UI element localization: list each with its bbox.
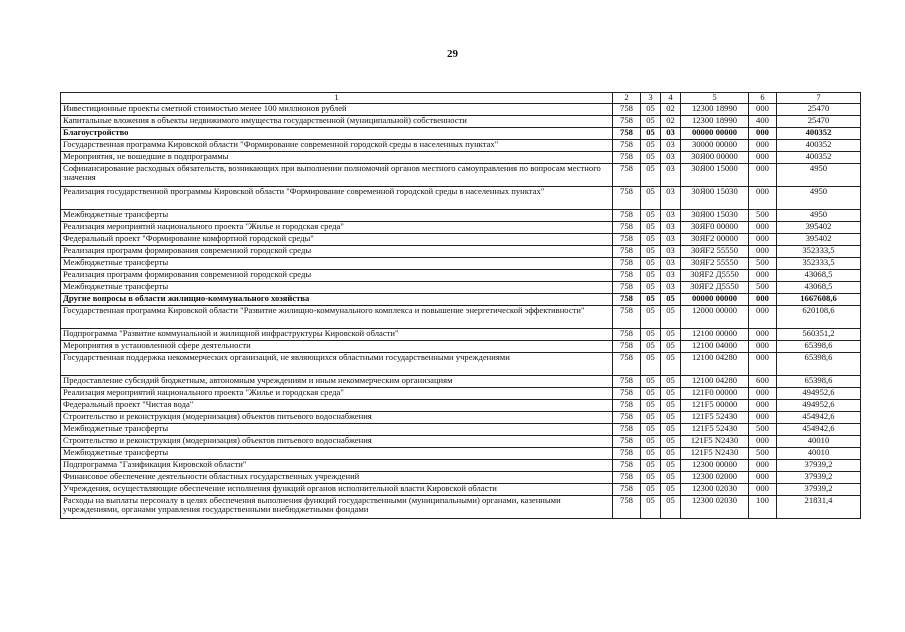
table-row <box>61 233 861 245</box>
row-subsection-code: 02 <box>661 103 681 115</box>
row-target-code: 12100 04000 <box>681 340 749 352</box>
row-section-code: 05 <box>641 423 661 435</box>
row-amount: 43068,5 <box>777 281 861 293</box>
row-name: Финансовое обеспечение деятельности областных государственных учреждений <box>61 471 613 483</box>
row-section-code: 05 <box>641 375 661 387</box>
row-ministry-code: 758 <box>613 245 641 257</box>
row-ministry-code: 758 <box>613 103 641 115</box>
row-section-code: 05 <box>641 387 661 399</box>
row-expense-type-code: 000 <box>749 435 777 447</box>
row-section-code: 05 <box>641 209 661 221</box>
header-col-4: 4 <box>661 93 681 104</box>
row-expense-type-code: 000 <box>749 151 777 163</box>
row-subsection-code: 03 <box>661 233 681 245</box>
row-section-code: 05 <box>641 245 661 257</box>
row-ministry-code: 758 <box>613 209 641 221</box>
row-section-code: 05 <box>641 139 661 151</box>
row-ministry-code: 758 <box>613 151 641 163</box>
row-subsection-code: 05 <box>661 483 681 495</box>
row-subsection-code: 05 <box>661 471 681 483</box>
row-name: Софинансирование расходных обязательств, возникающих при выполнении полномочий органов местного самоуправления по вопросам местного значения <box>61 163 613 186</box>
row-name: Подпрограмма "Развитие коммунальной и жилищной инфраструктуры Кировской области" <box>61 328 613 340</box>
row-subsection-code: 05 <box>661 375 681 387</box>
row-target-code: 12300 02030 <box>681 495 749 518</box>
row-amount: 400352 <box>777 127 861 139</box>
row-subsection-code: 03 <box>661 139 681 151</box>
row-subsection-code: 05 <box>661 340 681 352</box>
row-expense-type-code: 500 <box>749 281 777 293</box>
table-row <box>61 163 861 186</box>
row-amount: 395402 <box>777 233 861 245</box>
row-expense-type-code: 000 <box>749 293 777 305</box>
row-name: Межбюджетные трансферты <box>61 257 613 269</box>
row-section-code: 05 <box>641 151 661 163</box>
row-target-code: 30ЯF2 Д5550 <box>681 281 749 293</box>
row-target-code: 30ЯF2 55550 <box>681 245 749 257</box>
table-row <box>61 340 861 352</box>
row-name: Учреждения, осуществляющие обеспечение исполнения функций органов исполнительной власти Кировской области <box>61 483 613 495</box>
row-expense-type-code: 500 <box>749 209 777 221</box>
row-ministry-code: 758 <box>613 233 641 245</box>
row-name: Благоустройство <box>61 127 613 139</box>
row-amount: 25470 <box>777 115 861 127</box>
row-subsection-code: 03 <box>661 257 681 269</box>
header-col-7: 7 <box>777 93 861 104</box>
row-section-code: 05 <box>641 103 661 115</box>
row-ministry-code: 758 <box>613 269 641 281</box>
row-expense-type-code: 000 <box>749 352 777 375</box>
table-row <box>61 352 861 375</box>
row-section-code: 05 <box>641 127 661 139</box>
table-row <box>61 103 861 115</box>
row-section-code: 05 <box>641 257 661 269</box>
row-target-code: 121F5 N2430 <box>681 447 749 459</box>
row-subsection-code: 05 <box>661 423 681 435</box>
row-subsection-code: 03 <box>661 186 681 209</box>
row-subsection-code: 03 <box>661 221 681 233</box>
row-amount: 25470 <box>777 103 861 115</box>
table-row <box>61 115 861 127</box>
row-amount: 400352 <box>777 151 861 163</box>
row-name: Другие вопросы в области жилищно-коммунального хозяйства <box>61 293 613 305</box>
row-ministry-code: 758 <box>613 423 641 435</box>
table-row <box>61 305 861 328</box>
row-expense-type-code: 000 <box>749 483 777 495</box>
row-amount: 494952,6 <box>777 399 861 411</box>
row-section-code: 05 <box>641 352 661 375</box>
row-expense-type-code: 000 <box>749 163 777 186</box>
row-subsection-code: 03 <box>661 281 681 293</box>
table-row <box>61 281 861 293</box>
row-name: Мероприятия, не вошедшие в подпрограммы <box>61 151 613 163</box>
row-target-code: 121F5 52430 <box>681 411 749 423</box>
row-expense-type-code: 000 <box>749 399 777 411</box>
row-section-code: 05 <box>641 471 661 483</box>
row-target-code: 00000 00000 <box>681 127 749 139</box>
row-expense-type-code: 000 <box>749 221 777 233</box>
row-name: Государственная поддержка некоммерческих организаций, не являющихся областными государственными учреждениями <box>61 352 613 375</box>
row-subsection-code: 05 <box>661 495 681 518</box>
table-row <box>61 328 861 340</box>
row-target-code: 12100 04280 <box>681 375 749 387</box>
row-ministry-code: 758 <box>613 340 641 352</box>
row-subsection-code: 05 <box>661 411 681 423</box>
row-name: Межбюджетные трансферты <box>61 209 613 221</box>
row-expense-type-code: 000 <box>749 103 777 115</box>
row-ministry-code: 758 <box>613 305 641 328</box>
table-row <box>61 269 861 281</box>
row-name: Реализация мероприятий национального проекта "Жилье и городская среда" <box>61 387 613 399</box>
row-subsection-code: 03 <box>661 245 681 257</box>
row-target-code: 12000 00000 <box>681 305 749 328</box>
row-expense-type-code: 000 <box>749 305 777 328</box>
row-expense-type-code: 100 <box>749 495 777 518</box>
row-name: Федеральный проект "Формирование комфортной городской среды" <box>61 233 613 245</box>
row-ministry-code: 758 <box>613 411 641 423</box>
row-ministry-code: 758 <box>613 471 641 483</box>
row-section-code: 05 <box>641 115 661 127</box>
row-ministry-code: 758 <box>613 328 641 340</box>
row-target-code: 121F5 52430 <box>681 423 749 435</box>
table-row <box>61 151 861 163</box>
row-ministry-code: 758 <box>613 375 641 387</box>
row-amount: 494952,6 <box>777 387 861 399</box>
table-body <box>61 103 861 518</box>
row-ministry-code: 758 <box>613 495 641 518</box>
row-section-code: 05 <box>641 281 661 293</box>
row-amount: 4950 <box>777 163 861 186</box>
row-name: Строительство и реконструкция (модернизация) объектов питьевого водоснабжения <box>61 435 613 447</box>
row-name: Инвестиционные проекты сметной стоимостью менее 100 миллионов рублей <box>61 103 613 115</box>
row-expense-type-code: 000 <box>749 139 777 151</box>
row-ministry-code: 758 <box>613 435 641 447</box>
row-target-code: 121F5 N2430 <box>681 435 749 447</box>
row-expense-type-code: 000 <box>749 471 777 483</box>
row-section-code: 05 <box>641 340 661 352</box>
row-name: Межбюджетные трансферты <box>61 281 613 293</box>
header-col-1: 1 <box>61 93 613 104</box>
row-name: Межбюджетные трансферты <box>61 423 613 435</box>
row-target-code: 12300 02030 <box>681 483 749 495</box>
row-amount: 4950 <box>777 209 861 221</box>
row-subsection-code: 05 <box>661 387 681 399</box>
row-expense-type-code: 000 <box>749 269 777 281</box>
row-amount: 352333,5 <box>777 245 861 257</box>
row-amount: 352333,5 <box>777 257 861 269</box>
row-name: Капитальные вложения в объекты недвижимого имущества государственной (муниципальной) собственности <box>61 115 613 127</box>
row-expense-type-code: 000 <box>749 340 777 352</box>
row-name: Межбюджетные трансферты <box>61 447 613 459</box>
row-subsection-code: 03 <box>661 269 681 281</box>
row-section-code: 05 <box>641 483 661 495</box>
row-name: Федеральный проект "Чистая вода" <box>61 399 613 411</box>
table-row <box>61 471 861 483</box>
row-ministry-code: 758 <box>613 387 641 399</box>
row-target-code: 30ЯF2 00000 <box>681 233 749 245</box>
row-subsection-code: 03 <box>661 209 681 221</box>
row-subsection-code: 05 <box>661 328 681 340</box>
table-row <box>61 387 861 399</box>
row-subsection-code: 03 <box>661 151 681 163</box>
table-row <box>61 435 861 447</box>
row-ministry-code: 758 <box>613 163 641 186</box>
table-row <box>61 495 861 518</box>
page-number: 29 <box>447 48 458 60</box>
row-amount: 65398,6 <box>777 375 861 387</box>
row-ministry-code: 758 <box>613 221 641 233</box>
row-amount: 620108,6 <box>777 305 861 328</box>
row-section-code: 05 <box>641 293 661 305</box>
row-target-code: 30ЯF2 55550 <box>681 257 749 269</box>
row-expense-type-code: 000 <box>749 459 777 471</box>
row-amount: 4950 <box>777 186 861 209</box>
row-subsection-code: 03 <box>661 127 681 139</box>
row-amount: 400352 <box>777 139 861 151</box>
row-name: Предоставление субсидий бюджетным, автономным учреждениям и иным некоммерческим организациям <box>61 375 613 387</box>
row-amount: 40010 <box>777 447 861 459</box>
row-amount: 395402 <box>777 221 861 233</box>
table-row <box>61 459 861 471</box>
row-expense-type-code: 000 <box>749 328 777 340</box>
row-subsection-code: 05 <box>661 293 681 305</box>
row-amount: 37939,2 <box>777 459 861 471</box>
row-subsection-code: 05 <box>661 447 681 459</box>
row-section-code: 05 <box>641 269 661 281</box>
row-target-code: 12300 18990 <box>681 103 749 115</box>
row-amount: 454942,6 <box>777 411 861 423</box>
header-col-3: 3 <box>641 93 661 104</box>
table-row <box>61 209 861 221</box>
row-name: Реализация мероприятий национального проекта "Жилье и городская среда" <box>61 221 613 233</box>
row-expense-type-code: 000 <box>749 387 777 399</box>
row-ministry-code: 758 <box>613 399 641 411</box>
header-row <box>61 93 861 104</box>
row-ministry-code: 758 <box>613 483 641 495</box>
row-target-code: 12100 04280 <box>681 352 749 375</box>
table-row <box>61 186 861 209</box>
table-row <box>61 293 861 305</box>
row-section-code: 05 <box>641 447 661 459</box>
row-section-code: 05 <box>641 221 661 233</box>
table-row <box>61 139 861 151</box>
row-expense-type-code: 600 <box>749 375 777 387</box>
row-name: Расходы на выплаты персоналу в целях обеспечения выполнения функций государственными (муниципальными) органами, казенными учреждениями, органами управления государственными внебюджетными фондами <box>61 495 613 518</box>
row-ministry-code: 758 <box>613 459 641 471</box>
row-name: Реализация государственной программы Кировской области "Формирование современной городской среды в населенных пунктах" <box>61 186 613 209</box>
row-amount: 560351,2 <box>777 328 861 340</box>
row-target-code: 30000 00000 <box>681 139 749 151</box>
row-amount: 43068,5 <box>777 269 861 281</box>
row-expense-type-code: 500 <box>749 257 777 269</box>
row-name: Государственная программа Кировской области "Формирование современной городской среды в населенных пунктах" <box>61 139 613 151</box>
row-amount: 65398,6 <box>777 352 861 375</box>
row-ministry-code: 758 <box>613 293 641 305</box>
row-expense-type-code: 000 <box>749 127 777 139</box>
row-target-code: 00000 00000 <box>681 293 749 305</box>
row-target-code: 30Я00 00000 <box>681 151 749 163</box>
row-name: Мероприятия в установленной сфере деятельности <box>61 340 613 352</box>
table-row <box>61 483 861 495</box>
row-amount: 1667608,6 <box>777 293 861 305</box>
row-ministry-code: 758 <box>613 115 641 127</box>
row-section-code: 05 <box>641 495 661 518</box>
row-expense-type-code: 000 <box>749 186 777 209</box>
table-row <box>61 375 861 387</box>
row-section-code: 05 <box>641 233 661 245</box>
row-amount: 21831,4 <box>777 495 861 518</box>
row-name: Реализация программ формирования современной городской среды <box>61 269 613 281</box>
budget-table <box>60 92 861 519</box>
row-target-code: 12100 00000 <box>681 328 749 340</box>
row-target-code: 121F0 00000 <box>681 387 749 399</box>
row-section-code: 05 <box>641 186 661 209</box>
table-row <box>61 221 861 233</box>
row-ministry-code: 758 <box>613 352 641 375</box>
row-amount: 65398,6 <box>777 340 861 352</box>
row-target-code: 30Я00 15000 <box>681 163 749 186</box>
table-row <box>61 411 861 423</box>
row-subsection-code: 02 <box>661 115 681 127</box>
header-col-2: 2 <box>613 93 641 104</box>
row-name: Подпрограмма "Газификация Кировской области" <box>61 459 613 471</box>
row-name: Строительство и реконструкция (модернизация) объектов питьевого водоснабжения <box>61 411 613 423</box>
row-subsection-code: 05 <box>661 305 681 328</box>
row-subsection-code: 05 <box>661 399 681 411</box>
row-subsection-code: 05 <box>661 459 681 471</box>
row-name: Реализация программ формирования современной городской среды <box>61 245 613 257</box>
table-row <box>61 127 861 139</box>
header-col-5: 5 <box>681 93 749 104</box>
table-row <box>61 447 861 459</box>
table-row <box>61 399 861 411</box>
row-target-code: 12300 00000 <box>681 459 749 471</box>
row-expense-type-code: 500 <box>749 423 777 435</box>
row-amount: 454942,6 <box>777 423 861 435</box>
row-amount: 37939,2 <box>777 471 861 483</box>
row-amount: 37939,2 <box>777 483 861 495</box>
table-row <box>61 423 861 435</box>
row-ministry-code: 758 <box>613 447 641 459</box>
row-expense-type-code: 500 <box>749 447 777 459</box>
row-ministry-code: 758 <box>613 281 641 293</box>
row-section-code: 05 <box>641 163 661 186</box>
row-target-code: 30Я00 15030 <box>681 186 749 209</box>
row-target-code: 121F5 00000 <box>681 399 749 411</box>
row-subsection-code: 03 <box>661 163 681 186</box>
row-expense-type-code: 000 <box>749 233 777 245</box>
row-target-code: 12300 02000 <box>681 471 749 483</box>
row-subsection-code: 05 <box>661 352 681 375</box>
row-target-code: 30ЯF2 Д5550 <box>681 269 749 281</box>
row-section-code: 05 <box>641 459 661 471</box>
row-section-code: 05 <box>641 399 661 411</box>
row-name: Государственная программа Кировской области "Развитие жилищно-коммунального комплекса и повышение энергетической эффективности" <box>61 305 613 328</box>
row-target-code: 30Я00 15030 <box>681 209 749 221</box>
row-target-code: 12300 18990 <box>681 115 749 127</box>
row-section-code: 05 <box>641 328 661 340</box>
row-expense-type-code: 400 <box>749 115 777 127</box>
row-subsection-code: 05 <box>661 435 681 447</box>
row-amount: 40010 <box>777 435 861 447</box>
row-section-code: 05 <box>641 305 661 328</box>
row-ministry-code: 758 <box>613 139 641 151</box>
row-target-code: 30ЯF0 00000 <box>681 221 749 233</box>
table-row <box>61 245 861 257</box>
table-row <box>61 257 861 269</box>
row-section-code: 05 <box>641 411 661 423</box>
row-ministry-code: 758 <box>613 186 641 209</box>
row-expense-type-code: 000 <box>749 245 777 257</box>
header-col-6: 6 <box>749 93 777 104</box>
row-ministry-code: 758 <box>613 127 641 139</box>
row-expense-type-code: 000 <box>749 411 777 423</box>
row-ministry-code: 758 <box>613 257 641 269</box>
row-section-code: 05 <box>641 435 661 447</box>
